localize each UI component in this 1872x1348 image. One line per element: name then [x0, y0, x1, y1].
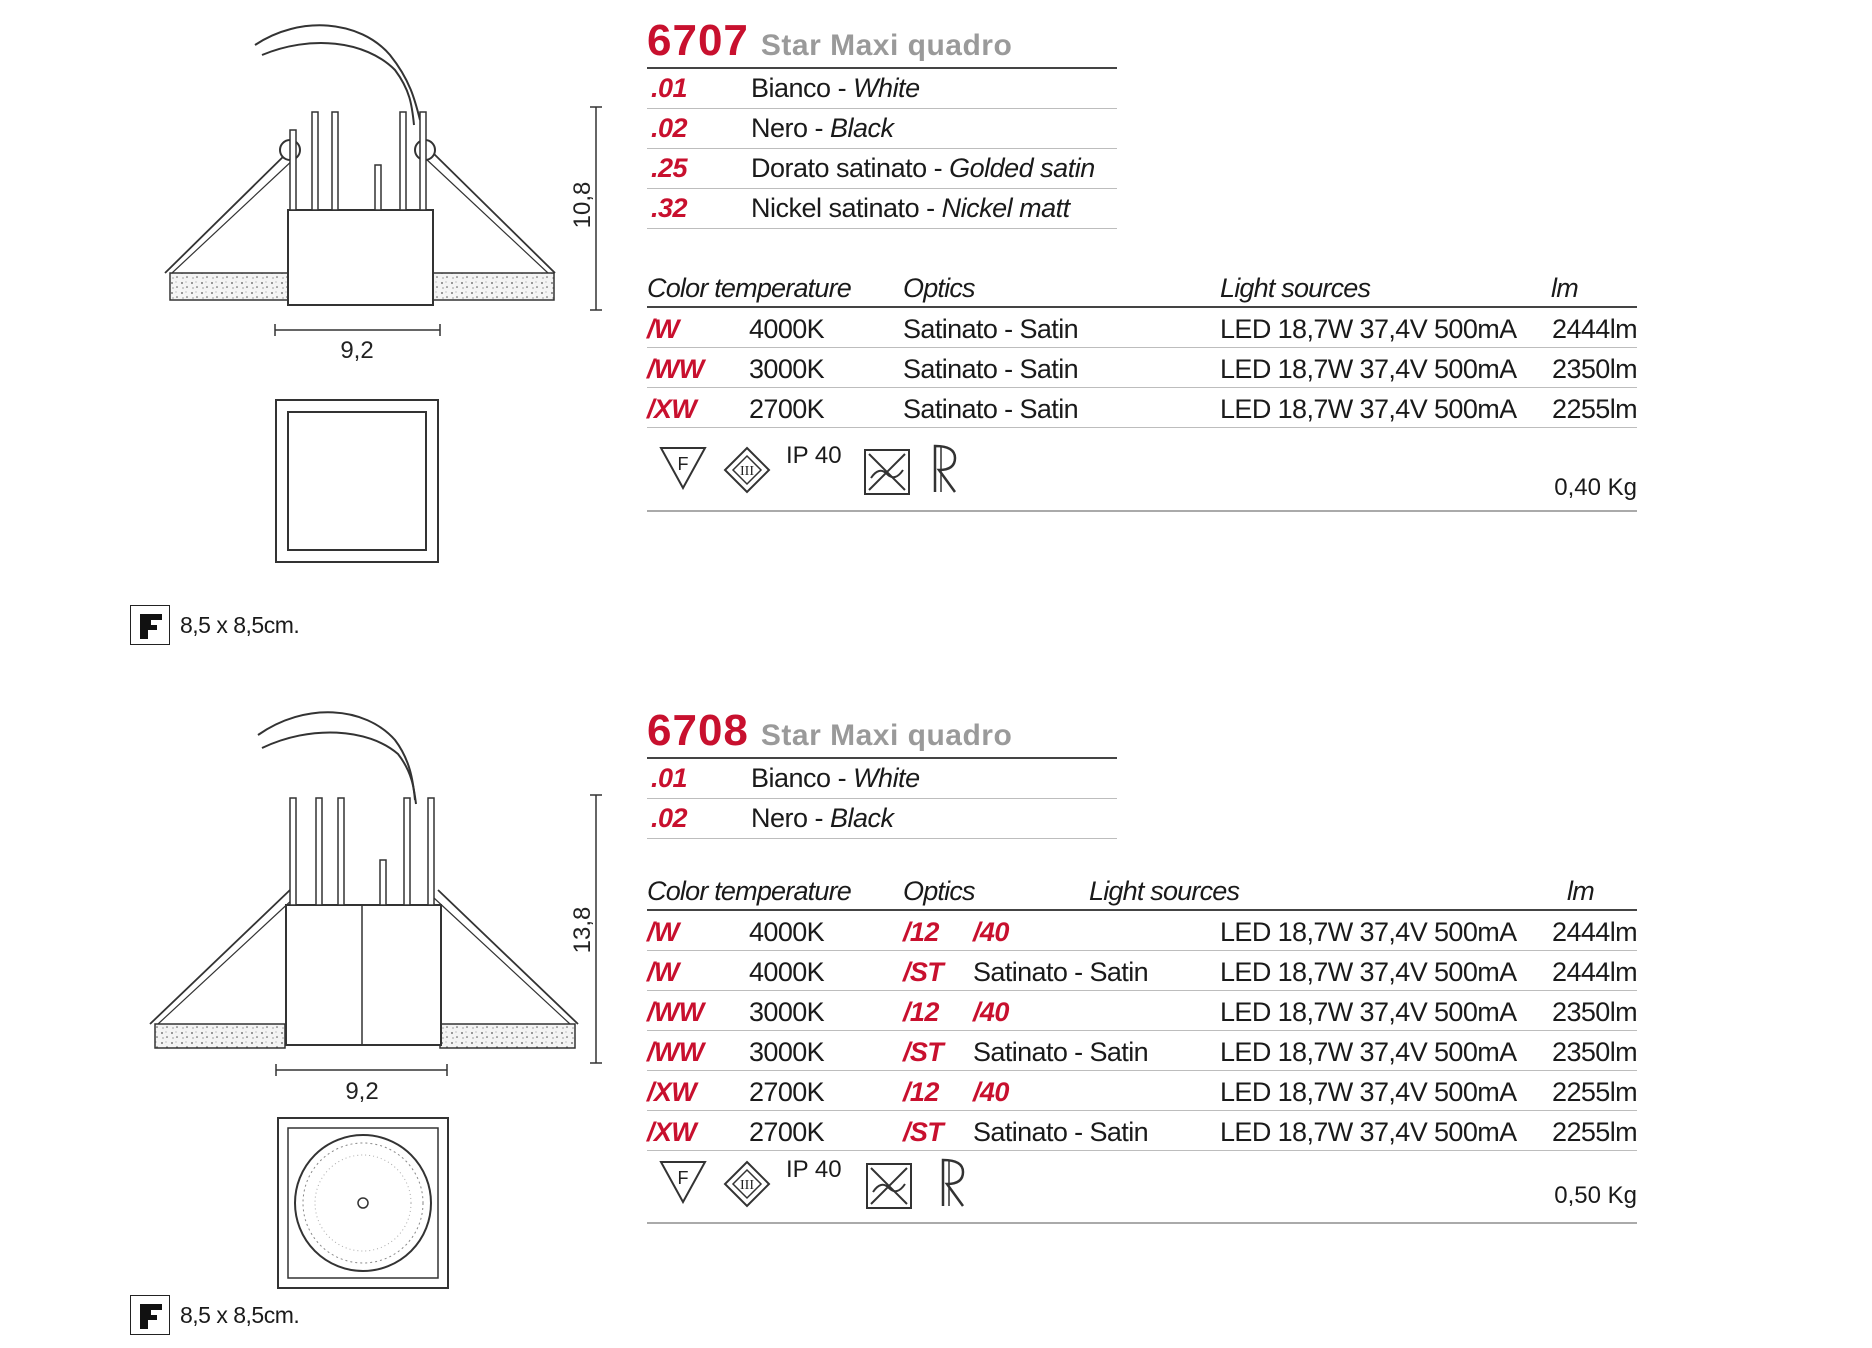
svg-text:F: F	[677, 454, 689, 474]
spec-table	[647, 270, 1637, 428]
no-insulation-cover-icon	[863, 448, 911, 496]
row-optic-code: /ST	[903, 1037, 944, 1067]
finish-code: .02	[651, 802, 688, 833]
row-lm: 2255lm	[1552, 1117, 1637, 1147]
row-code: /WW	[647, 1037, 704, 1067]
svg-text:F: F	[677, 1168, 689, 1188]
finish-row: .02 Nero - Black	[647, 798, 1117, 839]
row-optic-text: Satinato - Satin	[973, 957, 1149, 987]
weight: 0,40 Kg	[1554, 474, 1637, 501]
spec-row	[647, 911, 1637, 951]
ip-rating: IP 40	[786, 1156, 842, 1183]
spec-row	[647, 308, 1637, 348]
cutout-icon	[130, 605, 170, 645]
row-code: /XW	[647, 1077, 697, 1107]
ip-rating: IP 40	[786, 442, 842, 469]
row-source: LED 18,7W 37,4V 500mA	[1220, 917, 1517, 947]
row-source: LED 18,7W 37,4V 500mA	[1220, 1117, 1517, 1147]
header-color-temperature: Color temperature	[647, 876, 851, 906]
row-optic-text: Satinato - Satin	[973, 1037, 1149, 1067]
finish-code: .02	[651, 112, 688, 143]
finish-name-it: Dorato satinato	[751, 152, 927, 183]
header-lm: lm	[1567, 876, 1594, 906]
cutout-icon	[130, 1295, 170, 1335]
product-code: 6708	[647, 706, 749, 755]
finish-name-it: Nero	[751, 112, 808, 143]
row-code: /W	[647, 314, 679, 344]
product-name: Star Maxi quadro	[760, 29, 1013, 62]
r-mark-icon	[937, 1156, 969, 1208]
spec-row	[647, 348, 1637, 388]
finish-row: .25 Dorato satinato - Golded satin	[647, 148, 1117, 189]
row-temp: 3000K	[749, 1037, 825, 1067]
cutout-text: 8,5 x 8,5cm.	[180, 1301, 300, 1328]
finish-name-en: Black	[830, 112, 894, 143]
row-source: LED 18,7W 37,4V 500mA	[1220, 1037, 1517, 1067]
finish-name-it: Nero	[751, 802, 808, 833]
finish-code: .01	[651, 72, 688, 103]
technical-drawing	[0, 690, 640, 1348]
finish-name-en: Golded satin	[949, 152, 1095, 183]
f-mark-icon	[659, 446, 707, 490]
finish-name-en: Black	[830, 802, 894, 833]
row-optic-code-2: /40	[973, 1077, 1009, 1107]
row-temp: 4000K	[749, 957, 825, 987]
row-temp: 4000K	[749, 314, 825, 344]
finish-code: .32	[651, 192, 688, 223]
product-header	[647, 706, 1012, 756]
row-code: /XW	[647, 1117, 697, 1147]
spec-row	[647, 991, 1637, 1031]
class-iii-icon	[723, 446, 771, 494]
header-color-temperature: Color temperature	[647, 273, 851, 303]
finish-row: .01 Bianco - White	[647, 68, 1117, 109]
row-optic-code-2: /40	[973, 917, 1009, 947]
product-name: Star Maxi quadro	[760, 719, 1013, 752]
row-source: LED 18,7W 37,4V 500mA	[1220, 314, 1517, 344]
row-lm: 2444lm	[1552, 957, 1637, 987]
spec-row	[647, 1031, 1637, 1071]
row-optic-code: /12	[903, 917, 939, 947]
certification-icons	[647, 1146, 1637, 1224]
row-optic-code: /12	[903, 1077, 939, 1107]
row-optics: Satinato - Satin	[903, 354, 1079, 384]
technical-drawing	[0, 0, 640, 680]
row-code: /WW	[647, 997, 704, 1027]
row-source: LED 18,7W 37,4V 500mA	[1220, 354, 1517, 384]
row-optic-text: Satinato - Satin	[973, 1117, 1149, 1147]
cutout-size	[130, 605, 299, 645]
finish-code: .25	[651, 152, 688, 183]
spec-header	[647, 270, 1637, 308]
finish-row: .02 Nero - Black	[647, 108, 1117, 149]
finish-name-it: Bianco	[751, 762, 831, 793]
row-temp: 3000K	[749, 354, 825, 384]
spec-row	[647, 388, 1637, 428]
certification-icons	[647, 428, 1637, 512]
row-code: /XW	[647, 394, 697, 424]
row-code: /WW	[647, 354, 704, 384]
product-code: 6707	[647, 16, 749, 65]
finish-name-it: Nickel satinato	[751, 192, 920, 223]
row-optic-code: /ST	[903, 1117, 944, 1147]
spec-table	[647, 873, 1637, 1151]
header-lm: lm	[1551, 273, 1578, 303]
header-optics: Optics	[903, 876, 975, 906]
row-source: LED 18,7W 37,4V 500mA	[1220, 1077, 1517, 1107]
row-lm: 2444lm	[1552, 917, 1637, 947]
finish-code: .01	[651, 762, 688, 793]
svg-text:III: III	[740, 1178, 754, 1193]
row-optic-code: /ST	[903, 957, 944, 987]
product-6708	[0, 690, 1872, 1348]
spec-row	[647, 1111, 1637, 1151]
row-source: LED 18,7W 37,4V 500mA	[1220, 394, 1517, 424]
row-temp: 2700K	[749, 1077, 825, 1107]
row-code: /W	[647, 917, 679, 947]
r-mark-icon	[929, 442, 961, 494]
finish-row: .32 Nickel satinato - Nickel matt	[647, 188, 1117, 229]
row-lm: 2350lm	[1552, 997, 1637, 1027]
finish-name-en: White	[853, 72, 920, 103]
finish-name-it: Bianco	[751, 72, 831, 103]
spec-row	[647, 951, 1637, 991]
row-lm: 2255lm	[1552, 1077, 1637, 1107]
row-optics: Satinato - Satin	[903, 394, 1079, 424]
row-lm: 2255lm	[1552, 394, 1637, 424]
row-temp: 3000K	[749, 997, 825, 1027]
finish-row: .01 Bianco - White	[647, 758, 1117, 799]
finish-name-en: Nickel matt	[941, 192, 1070, 223]
header-light-sources: Light sources	[1220, 273, 1371, 303]
row-lm: 2444lm	[1552, 314, 1637, 344]
row-optic-code: /12	[903, 997, 939, 1027]
row-temp: 2700K	[749, 394, 825, 424]
width-dimension: 9,2	[345, 1078, 379, 1105]
svg-text:III: III	[740, 464, 754, 479]
class-iii-icon	[723, 1160, 771, 1208]
row-optics: Satinato - Satin	[903, 314, 1079, 344]
row-temp: 4000K	[749, 917, 825, 947]
row-temp: 2700K	[749, 1117, 825, 1147]
row-lm: 2350lm	[1552, 354, 1637, 384]
cutout-text: 8,5 x 8,5cm.	[180, 611, 300, 638]
finish-name-en: White	[853, 762, 920, 793]
row-optic-code-2: /40	[973, 997, 1009, 1027]
header-light-sources: Light sources	[1089, 876, 1240, 906]
f-mark-icon	[659, 1160, 707, 1204]
header-optics: Optics	[903, 273, 975, 303]
row-source: LED 18,7W 37,4V 500mA	[1220, 997, 1517, 1027]
product-header	[647, 16, 1012, 66]
row-code: /W	[647, 957, 679, 987]
no-insulation-cover-icon	[865, 1162, 913, 1210]
weight: 0,50 Kg	[1554, 1182, 1637, 1209]
cutout-size	[130, 1295, 299, 1335]
row-source: LED 18,7W 37,4V 500mA	[1220, 957, 1517, 987]
row-lm: 2350lm	[1552, 1037, 1637, 1067]
width-dimension: 9,2	[340, 337, 374, 364]
height-dimension: 13,8	[569, 906, 596, 954]
height-dimension: 10,8	[569, 181, 596, 229]
spec-row	[647, 1071, 1637, 1111]
spec-header	[647, 873, 1637, 911]
